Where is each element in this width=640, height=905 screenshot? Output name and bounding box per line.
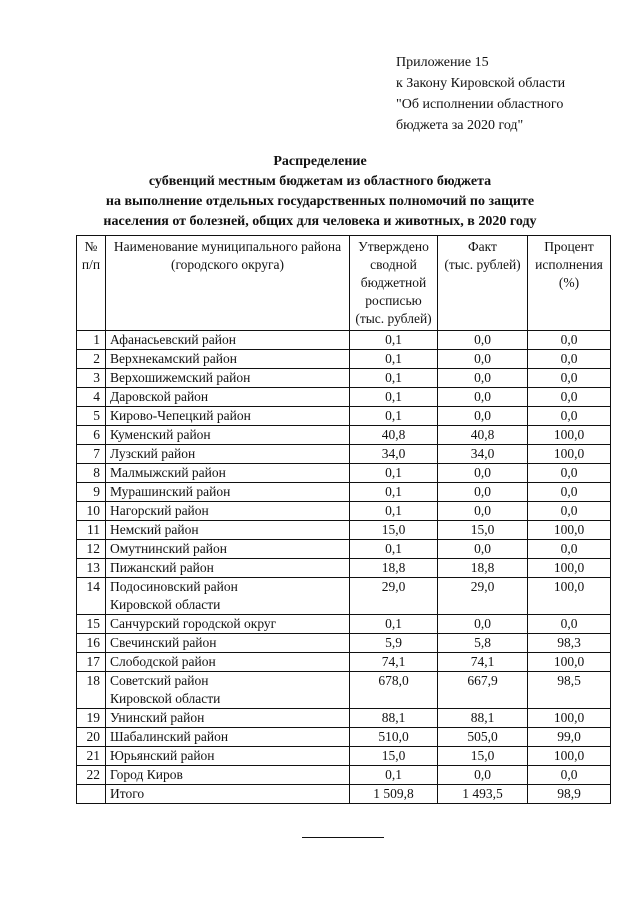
- district-name-line: Город Киров: [110, 767, 183, 782]
- percent-value: 100,0: [528, 653, 611, 672]
- approved-value: 0,1: [350, 388, 438, 407]
- district-name-line: Куменский район: [110, 427, 211, 442]
- district-name: [106, 407, 350, 426]
- approved-value: 0,1: [350, 502, 438, 521]
- approved-value: 88,1: [350, 709, 438, 728]
- table-row: [77, 747, 611, 766]
- district-name-line: Немский район: [110, 522, 199, 537]
- district-name-line: Нагорский район: [110, 503, 209, 518]
- district-name: [106, 445, 350, 464]
- percent-value: 0,0: [528, 483, 611, 502]
- percent-value: 0,0: [528, 502, 611, 521]
- district-name: [106, 350, 350, 369]
- table-row: [77, 672, 611, 709]
- row-number: 17: [77, 653, 106, 672]
- fact-value: 88,1: [438, 709, 528, 728]
- approved-value: 0,1: [350, 331, 438, 350]
- percent-value: 100,0: [528, 747, 611, 766]
- annex-note: [396, 52, 565, 136]
- district-name: [106, 709, 350, 728]
- table-row: [77, 615, 611, 634]
- percent-value: 0,0: [528, 369, 611, 388]
- row-number: 4: [77, 388, 106, 407]
- total-fact: 1 493,5: [438, 785, 528, 804]
- row-number: 12: [77, 540, 106, 559]
- row-number: 3: [77, 369, 106, 388]
- annex-line: "Об исполнении областного: [396, 97, 564, 112]
- percent-value: 100,0: [528, 445, 611, 464]
- row-number: 15: [77, 615, 106, 634]
- fact-value: 0,0: [438, 464, 528, 483]
- fact-value: 667,9: [438, 672, 528, 709]
- table-row: [77, 634, 611, 653]
- row-number: 22: [77, 766, 106, 785]
- row-number: 10: [77, 502, 106, 521]
- title-line: населения от болезней, общих для человека и животных, в 2020 году: [103, 214, 537, 229]
- table-row: [77, 369, 611, 388]
- fact-value: 0,0: [438, 766, 528, 785]
- row-number: 8: [77, 464, 106, 483]
- table-row: [77, 559, 611, 578]
- row-number: 13: [77, 559, 106, 578]
- fact-value: 505,0: [438, 728, 528, 747]
- title-line: на выполнение отдельных государственных полномочий по защите: [105, 194, 535, 209]
- district-name-line: Кировской области: [110, 691, 221, 706]
- approved-value: 40,8: [350, 426, 438, 445]
- percent-value: 100,0: [528, 559, 611, 578]
- row-number: 7: [77, 445, 106, 464]
- row-number: 9: [77, 483, 106, 502]
- approved-value: 34,0: [350, 445, 438, 464]
- district-name: [106, 540, 350, 559]
- table-row: [77, 483, 611, 502]
- approved-value: 0,1: [350, 483, 438, 502]
- percent-value: 100,0: [528, 578, 611, 615]
- total-label: Итого: [106, 785, 350, 804]
- header-fact: Факт (тыс. рублей): [438, 236, 528, 331]
- district-name-line: Подосиновский район: [110, 579, 238, 594]
- district-name-line: Верхошижемский район: [110, 370, 251, 385]
- district-name-line: Юрьянский район: [110, 748, 215, 763]
- approved-value: 0,1: [350, 407, 438, 426]
- row-number: 1: [77, 331, 106, 350]
- fact-value: 15,0: [438, 747, 528, 766]
- fact-value: 0,0: [438, 388, 528, 407]
- approved-value: 15,0: [350, 747, 438, 766]
- table-row: [77, 426, 611, 445]
- district-name-line: Шабалинский район: [110, 729, 229, 744]
- row-number: 20: [77, 728, 106, 747]
- title-line: Распределение: [273, 154, 367, 169]
- approved-value: 0,1: [350, 350, 438, 369]
- annex-line: Приложение 15: [396, 55, 489, 70]
- percent-value: 0,0: [528, 766, 611, 785]
- fact-value: 74,1: [438, 653, 528, 672]
- fact-value: 34,0: [438, 445, 528, 464]
- percent-value: 0,0: [528, 388, 611, 407]
- district-name-line: Лузский район: [110, 446, 196, 461]
- table-row: [77, 350, 611, 369]
- row-number: 5: [77, 407, 106, 426]
- row-number: 11: [77, 521, 106, 540]
- district-name: [106, 578, 350, 615]
- district-name-line: Кирово-Чепецкий район: [110, 408, 251, 423]
- approved-value: 0,1: [350, 540, 438, 559]
- district-name-line: Советский район: [110, 673, 209, 688]
- table-row: [77, 331, 611, 350]
- table-row: [77, 766, 611, 785]
- row-number: 6: [77, 426, 106, 445]
- district-name: [106, 747, 350, 766]
- fact-value: 0,0: [438, 502, 528, 521]
- percent-value: 0,0: [528, 350, 611, 369]
- fact-value: 0,0: [438, 483, 528, 502]
- header-name: Наименование муниципального района (городского округа): [106, 236, 350, 331]
- table-row: [77, 388, 611, 407]
- table-row: [77, 445, 611, 464]
- district-name: [106, 388, 350, 407]
- approved-value: 29,0: [350, 578, 438, 615]
- approved-value: 510,0: [350, 728, 438, 747]
- district-name: [106, 615, 350, 634]
- fact-value: 0,0: [438, 350, 528, 369]
- row-number: 19: [77, 709, 106, 728]
- row-number: 14: [77, 578, 106, 615]
- fact-value: 29,0: [438, 578, 528, 615]
- district-name-line: Кировской области: [110, 597, 221, 612]
- total-row: [77, 785, 611, 804]
- percent-value: 100,0: [528, 521, 611, 540]
- district-name: [106, 369, 350, 388]
- approved-value: 678,0: [350, 672, 438, 709]
- district-name-line: Свечинский район: [110, 635, 217, 650]
- district-name-line: Пижанский район: [110, 560, 214, 575]
- district-name-line: Мурашинский район: [110, 484, 231, 499]
- table-row: [77, 464, 611, 483]
- district-name-line: Малмыжский район: [110, 465, 226, 480]
- percent-value: 0,0: [528, 615, 611, 634]
- table-row: [77, 407, 611, 426]
- table-row: [77, 578, 611, 615]
- fact-value: 0,0: [438, 615, 528, 634]
- district-name-line: Верхнекамский район: [110, 351, 237, 366]
- header-number: № п/п: [77, 236, 106, 331]
- fact-value: 40,8: [438, 426, 528, 445]
- fact-value: 0,0: [438, 407, 528, 426]
- table-row: [77, 521, 611, 540]
- total-percent: 98,9: [528, 785, 611, 804]
- table-header: [77, 236, 611, 331]
- fact-value: 0,0: [438, 331, 528, 350]
- district-name: [106, 728, 350, 747]
- separator-line: [302, 837, 384, 838]
- percent-value: 0,0: [528, 331, 611, 350]
- document-title: [0, 152, 640, 232]
- district-name: [106, 502, 350, 521]
- district-name: [106, 672, 350, 709]
- district-name: [106, 464, 350, 483]
- percent-value: 0,0: [528, 464, 611, 483]
- approved-value: 0,1: [350, 615, 438, 634]
- table-row: [77, 502, 611, 521]
- district-name-line: Афанасьевский район: [110, 332, 236, 347]
- fact-value: 0,0: [438, 540, 528, 559]
- row-number: 2: [77, 350, 106, 369]
- percent-value: 100,0: [528, 709, 611, 728]
- row-number: 18: [77, 672, 106, 709]
- district-name: [106, 331, 350, 350]
- header-approved: Утверждено сводной бюджетной росписью (тыс. рублей): [350, 236, 438, 331]
- table-row: [77, 653, 611, 672]
- approved-value: 18,8: [350, 559, 438, 578]
- district-name-line: Санчурский городской округ: [110, 616, 277, 631]
- district-name: [106, 483, 350, 502]
- district-name: [106, 521, 350, 540]
- fact-value: 5,8: [438, 634, 528, 653]
- table-row: [77, 540, 611, 559]
- title-line: субвенций местным бюджетам из областного бюджета: [148, 174, 492, 189]
- approved-value: 15,0: [350, 521, 438, 540]
- header-percent: Процент исполнения (%): [528, 236, 611, 331]
- table-row: [77, 709, 611, 728]
- approved-value: 5,9: [350, 634, 438, 653]
- percent-value: 0,0: [528, 407, 611, 426]
- row-number: 16: [77, 634, 106, 653]
- percent-value: 98,3: [528, 634, 611, 653]
- approved-value: 0,1: [350, 464, 438, 483]
- fact-value: 18,8: [438, 559, 528, 578]
- total-approved: 1 509,8: [350, 785, 438, 804]
- district-name: [106, 559, 350, 578]
- district-name: [106, 426, 350, 445]
- percent-value: 99,0: [528, 728, 611, 747]
- district-name-line: Унинский район: [110, 710, 205, 725]
- table-row: [77, 728, 611, 747]
- percent-value: 100,0: [528, 426, 611, 445]
- percent-value: 0,0: [528, 540, 611, 559]
- district-name: [106, 634, 350, 653]
- district-name: [106, 653, 350, 672]
- fact-value: 15,0: [438, 521, 528, 540]
- district-name-line: Омутнинский район: [110, 541, 227, 556]
- fact-value: 0,0: [438, 369, 528, 388]
- annex-line: бюджета за 2020 год": [396, 118, 524, 133]
- distribution-table: [76, 235, 611, 804]
- approved-value: 0,1: [350, 369, 438, 388]
- table-body: [77, 331, 611, 804]
- approved-value: 74,1: [350, 653, 438, 672]
- row-number: [77, 785, 106, 804]
- approved-value: 0,1: [350, 766, 438, 785]
- district-name-line: Слободской район: [110, 654, 216, 669]
- percent-value: 98,5: [528, 672, 611, 709]
- district-name-line: Даровской район: [110, 389, 209, 404]
- district-name: [106, 766, 350, 785]
- row-number: 21: [77, 747, 106, 766]
- annex-line: к Закону Кировской области: [396, 76, 566, 91]
